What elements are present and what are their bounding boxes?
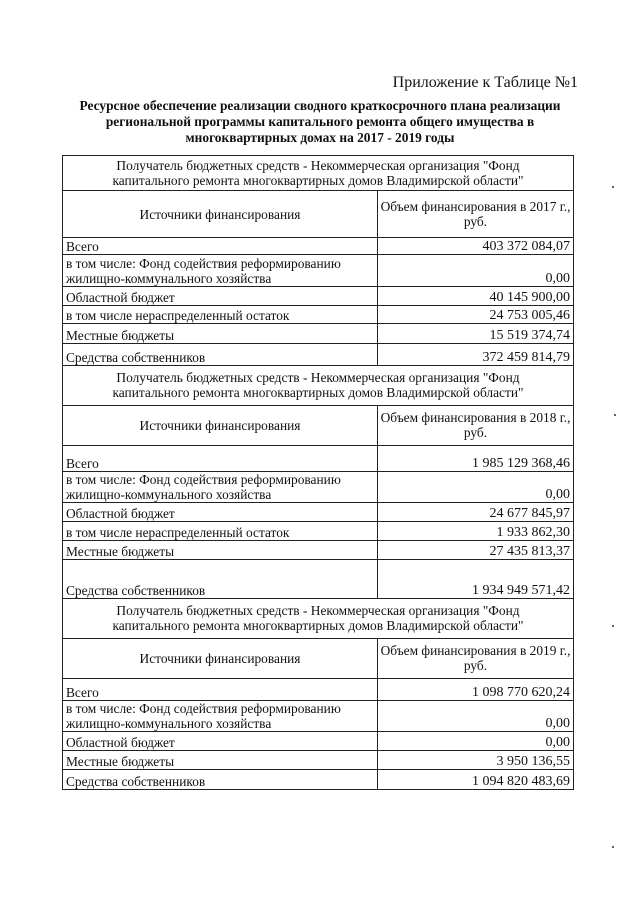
table-row <box>63 521 574 540</box>
table-row <box>63 731 574 750</box>
row-label: Областной бюджет <box>63 287 378 306</box>
row-label: Средства собственников <box>63 344 378 366</box>
row-value: 24 753 005,46 <box>378 306 574 324</box>
row-value: 40 145 900,00 <box>378 287 574 306</box>
column-header-source: Источники финансирования <box>63 405 378 445</box>
row-value: 1 985 129 368,46 <box>378 445 574 471</box>
table-row <box>63 344 574 366</box>
row-value: 372 459 814,79 <box>378 344 574 366</box>
table-row <box>63 750 574 769</box>
row-label: в том числе: Фонд содействия реформированию жилищно-коммунального хозяйства <box>63 700 378 731</box>
row-value: 1 933 862,30 <box>378 521 574 540</box>
table-row <box>63 769 574 789</box>
table-row <box>63 502 574 521</box>
row-value: 3 950 136,55 <box>378 750 574 769</box>
table-row <box>63 445 574 471</box>
appendix-label: Приложение к Таблице №1 <box>392 74 578 91</box>
row-value: 0,00 <box>378 255 574 287</box>
row-label: Местные бюджеты <box>63 324 378 344</box>
row-value: 1 098 770 620,24 <box>378 678 574 700</box>
table-row <box>63 678 574 700</box>
table-row <box>63 471 574 502</box>
row-value: 24 677 845,97 <box>378 502 574 521</box>
table-row <box>63 700 574 731</box>
row-label: Областной бюджет <box>63 502 378 521</box>
row-value: 403 372 084,07 <box>378 238 574 255</box>
scan-speck <box>612 186 614 188</box>
scan-speck <box>612 846 614 848</box>
row-label: Местные бюджеты <box>63 540 378 559</box>
row-label: Средства собственников <box>63 769 378 789</box>
row-label: в том числе: Фонд содействия реформированию жилищно-коммунального хозяйства <box>63 255 378 287</box>
row-value: 1 934 949 571,42 <box>378 559 574 598</box>
table-row <box>63 324 574 344</box>
row-value: 0,00 <box>378 731 574 750</box>
table-row <box>63 238 574 255</box>
row-label: Всего <box>63 445 378 471</box>
column-header-source: Источники финансирования <box>63 191 378 238</box>
table-row <box>63 540 574 559</box>
recipient-text: Получатель бюджетных средств - Некоммерческая организация "Фонд капитального ремонта многоквартирных домов Владимирской области" <box>63 156 574 191</box>
row-label: Областной бюджет <box>63 731 378 750</box>
table-row <box>63 255 574 287</box>
document-title: Ресурсное обеспечение реализации сводного краткосрочного плана реализации региональной программы капитального ремонта общего имущества в многоквартирных домах на 2017 - 2019 годы <box>79 98 561 145</box>
row-value: 0,00 <box>378 471 574 502</box>
column-header-amount: Объем финансирования в 2017 г., руб. <box>378 191 574 238</box>
row-label: Всего <box>63 678 378 700</box>
row-label: в том числе нераспределенный остаток <box>63 521 378 540</box>
row-value: 15 519 374,74 <box>378 324 574 344</box>
scan-speck <box>612 625 614 627</box>
scan-speck <box>614 414 616 416</box>
funding-table-2019 <box>62 598 573 790</box>
row-label: Средства собственников <box>63 559 378 598</box>
table-row <box>63 559 574 598</box>
row-value: 0,00 <box>378 700 574 731</box>
row-value: 1 094 820 483,69 <box>378 769 574 789</box>
column-header-amount: Объем финансирования в 2018 г., руб. <box>378 405 574 445</box>
row-label: Всего <box>63 238 378 255</box>
column-header-source: Источники финансирования <box>63 638 378 678</box>
row-label: в том числе: Фонд содействия реформированию жилищно-коммунального хозяйства <box>63 471 378 502</box>
table-row <box>63 306 574 324</box>
recipient-text: Получатель бюджетных средств - Некоммерческая организация "Фонд капитального ремонта многоквартирных домов Владимирской области" <box>63 365 574 405</box>
row-label: Местные бюджеты <box>63 750 378 769</box>
table-row <box>63 287 574 306</box>
funding-table-2018 <box>62 365 573 599</box>
column-header-amount: Объем финансирования в 2019 г., руб. <box>378 638 574 678</box>
row-label: в том числе нераспределенный остаток <box>63 306 378 324</box>
recipient-text: Получатель бюджетных средств - Некоммерческая организация "Фонд капитального ремонта многоквартирных домов Владимирской области" <box>63 598 574 638</box>
funding-table-2017 <box>62 155 573 366</box>
row-value: 27 435 813,37 <box>378 540 574 559</box>
